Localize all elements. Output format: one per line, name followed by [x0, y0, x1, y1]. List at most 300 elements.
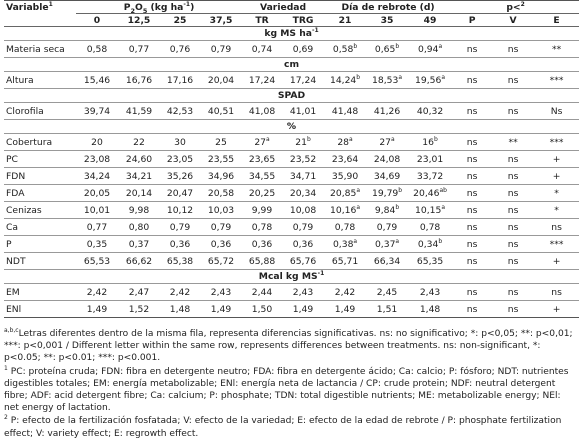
cell-value: 2,42 — [86, 286, 108, 298]
table-cell — [324, 202, 366, 219]
pvalue-header-text: p< — [506, 1, 521, 13]
cell-significance-letter: b — [306, 135, 311, 143]
cell-value: 0,78 — [251, 221, 273, 233]
table-cell — [242, 185, 282, 202]
cell-value: 1,49 — [292, 303, 314, 315]
p2o5-prefix: P — [123, 1, 131, 13]
table-cell — [324, 301, 366, 318]
table-cell — [160, 253, 200, 270]
cell-significance-letter: a — [441, 73, 446, 81]
cell-value: 27 — [254, 136, 267, 148]
table-cell — [200, 185, 242, 202]
table-cell — [534, 219, 579, 236]
cell-value: 0,36 — [210, 238, 232, 250]
cell-significance-letter: a — [395, 237, 400, 245]
cell-significance-letter: b — [395, 42, 400, 50]
cell-value: 0,76 — [169, 43, 191, 55]
table-cell — [324, 72, 366, 89]
table-cell — [408, 41, 452, 58]
table-cell — [366, 168, 408, 185]
table-cell — [282, 219, 324, 236]
cell-value: 21 — [295, 136, 307, 148]
cell-value: 0,69 — [292, 43, 314, 55]
cell-value: 17,24 — [289, 74, 317, 86]
table-cell — [492, 185, 534, 202]
table-cell — [282, 202, 324, 219]
table-cell — [118, 202, 160, 219]
cell-value: 41,59 — [125, 105, 153, 117]
section-title-text: % — [286, 121, 297, 132]
row-label: Cenizas — [4, 202, 76, 219]
cell-value: 0,79 — [210, 43, 232, 55]
header-blank — [4, 14, 76, 27]
table-cell — [534, 301, 579, 318]
cell-value: 2,42 — [169, 286, 191, 298]
cell-value: 20,34 — [289, 187, 317, 199]
cell-value: 34,21 — [125, 170, 153, 182]
table-cell — [200, 103, 242, 120]
cell-significance-letter: b — [356, 73, 361, 81]
cell-value: 0,35 — [86, 238, 108, 250]
table-cell — [76, 134, 118, 151]
table-cell — [200, 253, 242, 270]
table-cell — [160, 103, 200, 120]
cell-value: 0,38 — [332, 238, 354, 250]
cell-value: ns — [507, 286, 519, 298]
table-cell — [408, 185, 452, 202]
table-cell — [534, 168, 579, 185]
cell-value: 41,48 — [331, 105, 359, 117]
table-cell — [534, 202, 579, 219]
p2o5-mid: O — [135, 1, 143, 13]
footnote-1-mark: 1 — [4, 364, 8, 372]
section-title-text: Mcal kg MS — [258, 271, 318, 282]
cell-significance-letter: ab — [439, 186, 447, 194]
cell-value: 0,77 — [128, 43, 150, 55]
table-cell — [366, 301, 408, 318]
table-cell — [324, 236, 366, 253]
cell-significance-letter: a — [349, 135, 353, 143]
cell-value: ns — [507, 204, 519, 216]
section-title — [4, 89, 579, 103]
table-cell — [200, 236, 242, 253]
cell-value: ** — [508, 136, 518, 148]
table-cell — [76, 72, 118, 89]
row-label: Altura — [6, 74, 34, 86]
table-cell — [118, 103, 160, 120]
table-cell — [282, 168, 324, 185]
col-header: TRG — [282, 14, 324, 27]
cell-value: 0,80 — [128, 221, 150, 233]
table-cell — [452, 219, 492, 236]
p2o5-sub1: 2 — [130, 6, 136, 15]
cell-value: ns — [551, 286, 562, 298]
table-cell — [118, 151, 160, 168]
col-header: 12,5 — [118, 14, 160, 27]
cell-value: 1,50 — [251, 303, 273, 315]
cell-value: 2,47 — [128, 286, 150, 298]
cell-value: 20,58 — [207, 187, 235, 199]
cell-value: 0,78 — [334, 221, 356, 233]
table-cell — [452, 236, 492, 253]
table-cell — [408, 284, 452, 301]
table-cell — [324, 151, 366, 168]
table-cell — [324, 134, 366, 151]
results-table-container — [4, 0, 579, 440]
table-cell — [452, 168, 492, 185]
section-title — [4, 58, 579, 72]
cell-value: 0,77 — [86, 221, 108, 233]
footnote-2 — [4, 415, 576, 439]
table-cell — [160, 301, 200, 318]
row-label: Materia seca — [6, 43, 65, 55]
table-cell — [452, 284, 492, 301]
table-cell — [76, 202, 118, 219]
cell-value: 65,88 — [248, 255, 276, 267]
col-header: 0 — [76, 14, 118, 27]
table-cell — [118, 301, 160, 318]
cell-significance-letter: b — [395, 203, 400, 211]
cell-value: 42,53 — [166, 105, 194, 117]
table-cell — [200, 168, 242, 185]
section-row — [4, 120, 579, 134]
section-row — [4, 270, 579, 284]
table-cell — [534, 41, 579, 58]
table-row — [4, 236, 579, 253]
table-cell — [452, 134, 492, 151]
col-header: 25 — [160, 14, 200, 27]
table-cell — [160, 134, 200, 151]
cell-value: 33,72 — [416, 170, 444, 182]
cell-value: 65,38 — [166, 255, 194, 267]
cell-value: 23,65 — [248, 153, 276, 165]
cell-value: 65,76 — [289, 255, 317, 267]
cell-value: ns — [466, 105, 478, 117]
cell-value: 0,36 — [292, 238, 314, 250]
cell-significance-letter: b — [438, 237, 443, 245]
section-title-sup: -1 — [317, 269, 325, 277]
cell-significance-letter: b — [353, 42, 358, 50]
cell-value: 40,32 — [416, 105, 444, 117]
variable-header — [4, 1, 76, 14]
table-cell — [492, 284, 534, 301]
table-cell — [492, 134, 534, 151]
table-cell — [452, 103, 492, 120]
table-cell — [366, 219, 408, 236]
table-cell — [324, 284, 366, 301]
table-row — [4, 134, 579, 151]
table-cell — [534, 134, 579, 151]
section-title — [4, 120, 579, 134]
cell-value: 24,60 — [125, 153, 153, 165]
table-cell — [160, 202, 200, 219]
cell-value: ns — [466, 221, 478, 233]
table-cell — [242, 219, 282, 236]
cell-value: ns — [507, 153, 519, 165]
table-cell — [534, 253, 579, 270]
cell-value: *** — [549, 238, 564, 250]
table-cell — [76, 41, 118, 58]
cell-value: ns — [507, 170, 519, 182]
table-cell — [76, 253, 118, 270]
table-cell — [282, 284, 324, 301]
cell-value: ns — [507, 303, 519, 315]
table-row — [4, 72, 579, 89]
cell-value: 15,46 — [83, 74, 111, 86]
table-cell — [452, 301, 492, 318]
col-header: 35 — [366, 14, 408, 27]
table-cell — [492, 151, 534, 168]
cell-value: 65,35 — [416, 255, 444, 267]
table-cell — [534, 151, 579, 168]
table-cell — [492, 168, 534, 185]
cell-value: ns — [466, 74, 478, 86]
table-cell — [200, 284, 242, 301]
cell-value: ns — [507, 74, 519, 86]
cell-significance-letter: a — [398, 73, 403, 81]
table-row — [4, 253, 579, 270]
table-cell — [492, 236, 534, 253]
row-label: P — [4, 236, 76, 253]
p2o5-unit: (kg ha — [147, 1, 184, 13]
table-cell — [282, 151, 324, 168]
table-row — [4, 301, 579, 318]
cell-value: 34,71 — [289, 170, 317, 182]
table-row — [4, 284, 579, 301]
cell-value: 20,46 — [413, 187, 440, 199]
footnote-1-text: PC: proteína cruda; FDN: fibra en detergente neutro; FDA: fibra en detergente ácido; Ca: calcio; P: fósforo; NDT: nutrientes digestibles totales; EM: energía metabolizable; ENl: energía neta de lactancia / CP: crude protein; NDF: neutral detergent fibre; ADF: acid detergent fibre; Ca: calcium; P: phosphate; TDN: total digestible nutrients; ME: metabolizable energy; NEl: net energy of lactation. — [4, 366, 569, 414]
cell-value: 35,90 — [331, 170, 359, 182]
row-label: NDT — [6, 255, 26, 267]
table-cell — [408, 202, 452, 219]
table-cell — [534, 284, 579, 301]
table-cell — [242, 253, 282, 270]
table-cell — [242, 236, 282, 253]
cell-value: ns — [466, 43, 478, 55]
row-label: FDN — [4, 168, 76, 185]
cell-value: 30 — [174, 136, 186, 148]
cell-value: ** — [551, 43, 562, 55]
row-label: PC — [4, 151, 76, 168]
cell-value: 2,44 — [251, 286, 273, 298]
cell-value: 0,36 — [251, 238, 273, 250]
cell-value: 1,48 — [169, 303, 191, 315]
cell-value: 0,78 — [419, 221, 441, 233]
cell-value: 34,96 — [207, 170, 235, 182]
cell-value: ns — [466, 136, 478, 148]
col-header: P — [452, 14, 492, 27]
cell-value: 27 — [379, 136, 392, 148]
cell-significance-letter: a — [391, 135, 395, 143]
cell-value: 34,24 — [83, 170, 111, 182]
results-table-body — [4, 1, 579, 318]
cell-value: 65,71 — [331, 255, 359, 267]
cell-value: 40,51 — [207, 105, 235, 117]
table-cell — [242, 168, 282, 185]
row-label: Cobertura — [4, 134, 76, 151]
table-cell — [160, 41, 200, 58]
cell-value: 18,53 — [372, 74, 399, 86]
table-cell — [492, 301, 534, 318]
section-title-text: SPAD — [277, 90, 306, 101]
cell-value: * — [554, 204, 559, 216]
row-label: EM — [4, 284, 76, 301]
cell-value: 17,16 — [166, 74, 194, 86]
table-cell — [492, 103, 534, 120]
table-cell — [366, 151, 408, 168]
cell-value: 23,01 — [416, 153, 444, 165]
cell-value: ns — [507, 255, 519, 267]
cell-value: 35,26 — [166, 170, 194, 182]
cell-value: ns — [466, 187, 478, 199]
cell-value: 1,49 — [86, 303, 108, 315]
cell-value: 16,76 — [125, 74, 153, 86]
table-cell — [242, 151, 282, 168]
cell-value: 23,05 — [166, 153, 194, 165]
variety-header: Variedad — [242, 1, 324, 14]
cell-value: 17,24 — [248, 74, 276, 86]
cell-value: 20 — [91, 136, 103, 148]
cell-value: 0,79 — [376, 221, 398, 233]
cell-value: 41,08 — [248, 105, 276, 117]
table-cell — [408, 168, 452, 185]
table-cell — [452, 202, 492, 219]
table-cell — [366, 185, 408, 202]
cell-value: ns — [466, 153, 478, 165]
table-cell — [242, 72, 282, 89]
table-cell — [242, 41, 282, 58]
cell-value: 65,53 — [83, 255, 111, 267]
cell-value: 23,52 — [289, 153, 317, 165]
cell-value: 2,42 — [334, 286, 356, 298]
table-cell — [408, 134, 452, 151]
table-cell — [324, 103, 366, 120]
table-cell — [118, 236, 160, 253]
footnote-2-mark: 2 — [4, 414, 8, 422]
cell-value: 14,24 — [329, 74, 357, 86]
table-cell — [366, 41, 408, 58]
table-cell — [408, 219, 452, 236]
table-cell — [366, 253, 408, 270]
table-cell — [492, 41, 534, 58]
table-cell — [282, 134, 324, 151]
table-cell — [366, 103, 408, 120]
table-cell — [282, 41, 324, 58]
cell-value: 10,01 — [83, 204, 111, 216]
table-cell — [282, 185, 324, 202]
table-cell — [118, 168, 160, 185]
table-cell — [200, 134, 242, 151]
cell-value: Ns — [550, 105, 563, 117]
table-cell — [324, 168, 366, 185]
table-row — [4, 151, 579, 168]
table-cell — [282, 301, 324, 318]
cell-significance-letter: a — [438, 42, 443, 50]
table-cell — [76, 151, 118, 168]
table-cell — [200, 219, 242, 236]
table-cell — [366, 284, 408, 301]
table-row — [4, 103, 579, 120]
header-row-columns — [4, 14, 579, 27]
cell-value: 20,25 — [248, 187, 276, 199]
cell-value: 10,15 — [415, 204, 442, 216]
cell-value: 34,55 — [248, 170, 276, 182]
table-cell — [118, 185, 160, 202]
cell-value: 19,56 — [415, 74, 442, 86]
col-header: E — [534, 14, 579, 27]
cell-value: 0,58 — [86, 43, 108, 55]
table-cell — [76, 284, 118, 301]
footnote-letters-mark: a,b,c — [4, 326, 19, 334]
cell-value: *** — [549, 74, 564, 86]
table-cell — [408, 72, 452, 89]
table-cell — [76, 301, 118, 318]
table-cell — [160, 72, 200, 89]
p2o5-sub2: 5 — [142, 6, 148, 15]
cell-value: 20,04 — [207, 74, 235, 86]
p2o5-unit-sup: -1 — [183, 0, 191, 8]
section-title — [4, 27, 579, 41]
table-cell — [282, 72, 324, 89]
cell-value: 34,69 — [373, 170, 401, 182]
cell-value: 0,79 — [169, 221, 191, 233]
cell-value: 1,51 — [376, 303, 398, 315]
cell-value: 20,14 — [125, 187, 153, 199]
table-cell — [118, 72, 160, 89]
section-title-text: cm — [284, 59, 300, 70]
cell-significance-letter: a — [266, 135, 270, 143]
cell-value: 2,43 — [419, 286, 441, 298]
cell-value: 9,98 — [128, 204, 150, 216]
footnote-letters — [4, 328, 576, 365]
cell-value: 22 — [133, 136, 145, 148]
table-cell — [76, 236, 118, 253]
table-cell — [160, 168, 200, 185]
cell-value: ns — [466, 303, 478, 315]
cell-value: ns — [507, 105, 519, 117]
cell-value: ns — [466, 286, 478, 298]
table-cell — [118, 41, 160, 58]
table-cell — [366, 202, 408, 219]
cell-significance-letter: a — [356, 203, 361, 211]
table-cell — [200, 202, 242, 219]
cell-value: 0,37 — [128, 238, 150, 250]
cell-value: 2,43 — [210, 286, 232, 298]
table-cell — [118, 134, 160, 151]
table-cell — [324, 41, 366, 58]
cell-value: 10,03 — [207, 204, 235, 216]
table-cell — [452, 41, 492, 58]
table-cell — [76, 103, 118, 120]
table-cell — [160, 185, 200, 202]
cell-value: 0,65 — [374, 43, 396, 55]
section-title — [4, 270, 579, 284]
pvalue-header-mark: 2 — [520, 0, 525, 8]
regrowth-header: Día de rebrote (d) — [324, 1, 452, 14]
cell-value: 10,08 — [289, 204, 317, 216]
table-cell — [282, 103, 324, 120]
table-cell — [534, 236, 579, 253]
cell-value: + — [552, 153, 561, 165]
table-cell — [452, 253, 492, 270]
table-cell — [160, 151, 200, 168]
cell-value: 9,84 — [374, 204, 396, 216]
cell-value: 23,64 — [331, 153, 359, 165]
section-title-sup: -1 — [311, 26, 319, 34]
cell-value: *** — [549, 136, 564, 148]
section-row — [4, 58, 579, 72]
col-header: V — [492, 14, 534, 27]
